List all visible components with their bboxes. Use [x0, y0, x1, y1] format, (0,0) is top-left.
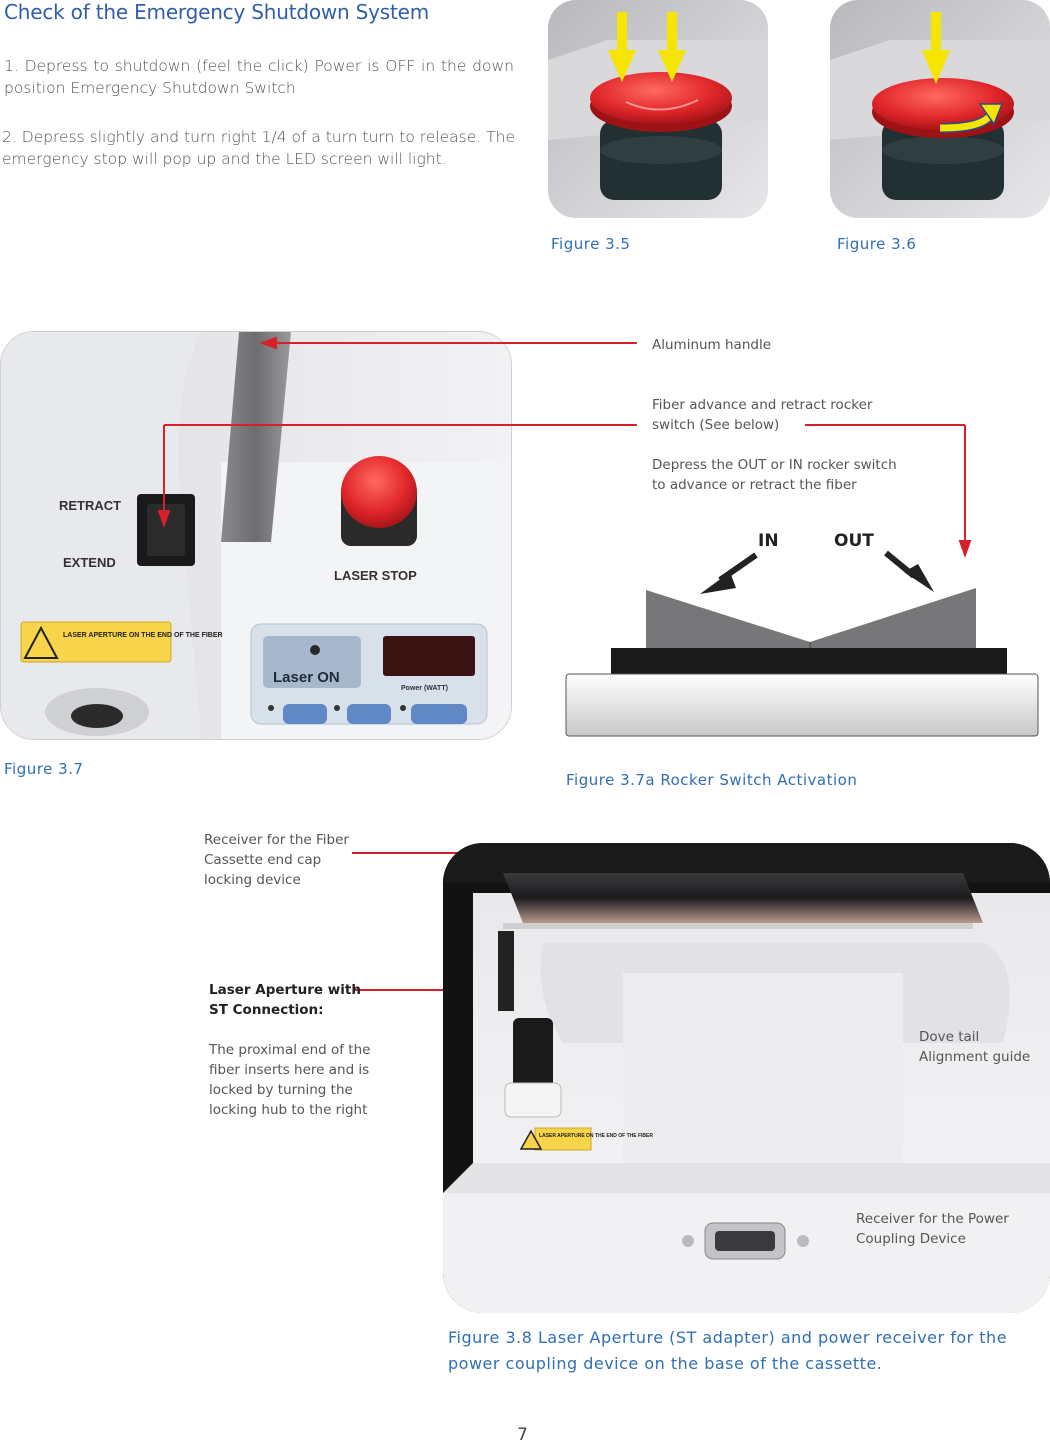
in-label: IN — [758, 531, 779, 551]
aperture-warning-label: LASER APERTURE ON THE END OF THE FIBER — [63, 632, 223, 639]
retract-label: RETRACT — [59, 498, 122, 513]
caption-figure-3-7a: Figure 3.7a Rocker Switch Activation — [566, 771, 858, 789]
figure-3-7-photo — [0, 331, 512, 740]
callout-power-receiver: Receiver for the Power Coupling Device — [856, 1211, 1009, 1247]
caption-figure-3-5: Figure 3.5 — [551, 235, 631, 253]
out-label: OUT — [834, 531, 874, 551]
caption-figure-3-8: Figure 3.8 Laser Aperture (ST adapter) and power receiver for the power coupling device on the base of the cassette. — [448, 1328, 1008, 1373]
out-arrow-icon — [886, 553, 934, 592]
laser-stop-label: LASER STOP — [334, 568, 417, 583]
aperture-sticker-label: LASER APERTURE ON THE END OF THE FIBER — [539, 1133, 653, 1139]
step-2-text: 2. Depress slightly and turn right 1/4 of a turn turn to release. The emergency stop will pop up and the LED screen will light. — [2, 128, 515, 168]
callout-rocker-switch: Fiber advance and retract rocker switch (See below) — [652, 397, 873, 433]
laser-on-label: Laser ON — [273, 669, 340, 686]
section-title: Check of the Emergency Shutdown System — [4, 0, 430, 24]
caption-figure-3-6: Figure 3.6 — [837, 235, 917, 253]
power-watt-label: Power (WATT) — [401, 685, 448, 692]
callout-dove-tail: Dove tail Alignment guide — [919, 1029, 1031, 1065]
caption-figure-3-7: Figure 3.7 — [4, 760, 84, 778]
callout-laser-aperture-desc: The proximal end of the fiber inserts here and is locked by turning the locking hub to the right — [209, 1042, 371, 1118]
extend-label: EXTEND — [63, 555, 116, 570]
callout-aluminum-handle: Aluminum handle — [652, 337, 772, 353]
page-number: 7 — [517, 1425, 528, 1445]
in-arrow-icon — [700, 555, 756, 594]
step-1-text: 1. Depress to shutdown (feel the click) Power is OFF in the down position Emergency Shutdown Switch — [4, 57, 514, 97]
figure-3-6-photo — [830, 0, 1050, 218]
figure-3-5-photo — [548, 0, 768, 218]
callout-laser-aperture-title: Laser Aperture with ST Connection: — [209, 982, 361, 1018]
callout-receiver-fiber-cassette: Receiver for the Fiber Cassette end cap locking device — [204, 832, 349, 888]
callout-depress-instruction: Depress the OUT or IN rocker switch to advance or retract the fiber — [652, 457, 897, 493]
rocker-switch-diagram — [560, 520, 1050, 745]
